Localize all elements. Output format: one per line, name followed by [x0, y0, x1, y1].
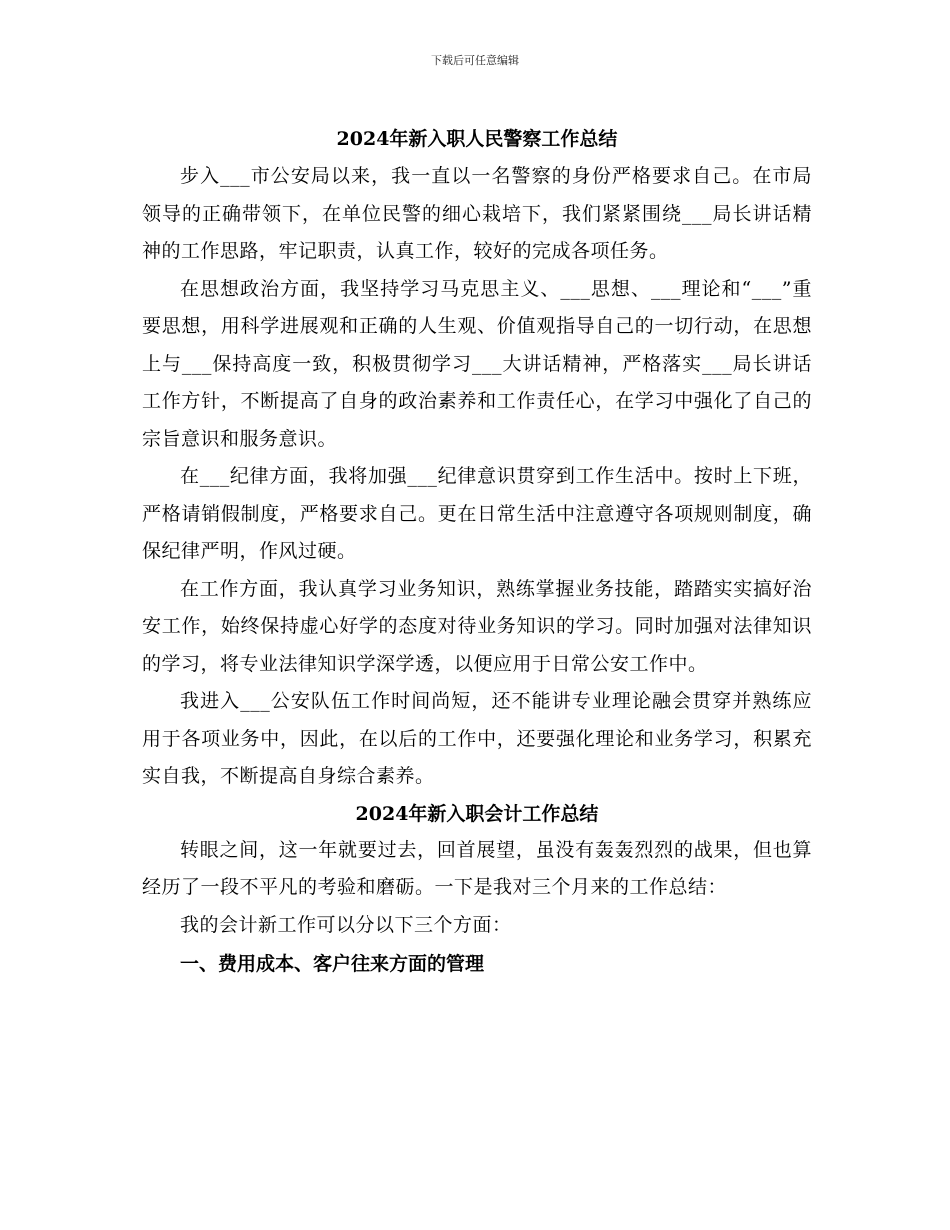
- doc1-paragraph-3: 在___纪律方面，我将加强___纪律意识贯穿到工作生活中。按时上下班，严格请销假制度，严格要求自己。更在日常生活中注意遵守各项规则制度，确保纪律严明，作风过硬。: [142, 465, 812, 562]
- doc2-title: 2024年新入职会计工作总结: [355, 802, 599, 825]
- doc1-title: 2024年新入职人民警察工作总结: [336, 128, 618, 150]
- document-body: [142, 120, 812, 984]
- doc2-paragraph-2: 我的会计新工作可以分以下三个方面：: [180, 913, 512, 936]
- header-note: 下载后可任意编辑: [431, 54, 519, 67]
- doc1-paragraph-2: 在思想政治方面，我坚持学习马克思主义、___思想、___理论和“___”重要思想，用科学进展观和正确的人生观、价值观指导自己的一切行动，在思想上与___保持高度一致，积极贯彻学习___大讲话精神，严格落实___局长讲话工作方针，不断提高了自身的政治素养和工作责任心，在学习中强化了自己的宗旨意识和服务意识。: [142, 277, 812, 450]
- doc1-paragraph-4: 在工作方面，我认真学习业务知识，熟练掌握业务技能，踏踏实实搞好治安工作，始终保持虚心好学的态度对待业务知识的学习。同时加强对法律知识的学习，将专业法律知识学深学透，以便应用于日常公安工作中。: [142, 577, 812, 675]
- doc2-section-heading: 一、费用成本、客户往来方面的管理: [180, 953, 485, 975]
- doc2-paragraph-1: 转眼之间，这一年就要过去，回首展望，虽没有轰轰烈烈的战果，但也算经历了一段不平凡的考验和磨砺。一下是我对三个月来的工作总结：: [142, 838, 812, 898]
- doc1-paragraph-5: 我进入___公安队伍工作时间尚短，还不能讲专业理论融会贯穿并熟练应用于各项业务中，因此，在以后的工作中，还要强化理论和业务学习，积累充实自我，不断提高自身综合素养。: [142, 690, 812, 787]
- doc1-paragraph-1: 步入___市公安局以来，我一直以一名警察的身份严格要求自己。在市局领导的正确带领下，在单位民警的细心栽培下，我们紧紧围绕___局长讲话精神的工作思路，牢记职责，认真工作，较好的完成各项任务。: [142, 165, 812, 262]
